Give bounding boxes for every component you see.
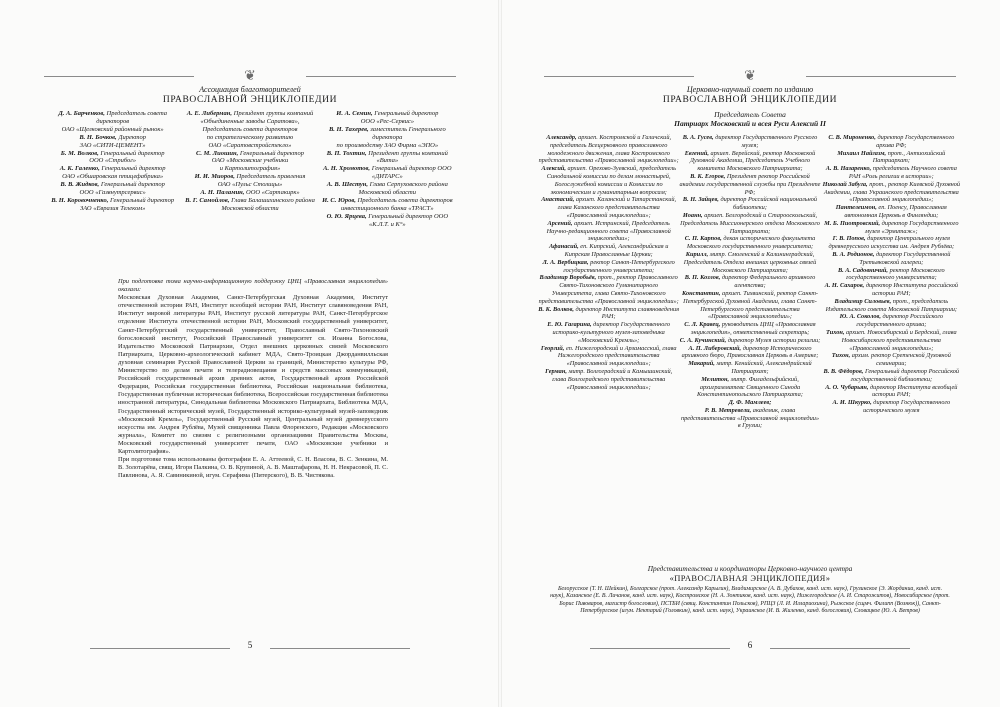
list-item xyxy=(821,181,962,204)
person-position: декан исторического факультета Московского государственного университета; xyxy=(686,235,816,251)
list-item xyxy=(538,259,679,275)
person-position: Глава Серпуховского района xyxy=(369,181,448,189)
person-position: директор Государственного исторического музея xyxy=(863,399,951,414)
list-item xyxy=(821,134,962,150)
person-position: и Картолитография» xyxy=(219,165,281,173)
person-position: еп. Кипрский, Александрийская и Кипрская Православные Церкви; xyxy=(564,243,669,258)
person-position: ЗАО «СИТИ-ЦЕМЕНТ» xyxy=(79,141,146,149)
person-position: Президент группы компаний xyxy=(233,110,314,117)
person-position: Глава Балашихинского района xyxy=(231,196,315,204)
person-position: Генеральный директор xyxy=(374,110,439,117)
person-name: И. А. Семин, xyxy=(336,110,373,117)
person-name: А. Н. Паламин, xyxy=(200,189,245,197)
person-name: Е. Ю. Гагарина, xyxy=(547,321,592,329)
person-name: В. П. Тохтин, xyxy=(326,149,367,157)
list-item xyxy=(821,282,962,298)
list-item xyxy=(44,150,181,158)
list-item xyxy=(538,321,679,344)
person-position: директор Государственного историко-культурного музея-заповедника «Московский Кремль»; xyxy=(552,321,671,344)
person-position: еп. Поенсу, Православная автономная Церковь в Финляндии; xyxy=(844,204,947,219)
person-position: ООО «Рес-Сервис» xyxy=(360,117,414,125)
person-position: прот., ректор Православного Свято-Тихоновского Гуманитарного Университета, глава Свято-Тихоновского представительства «Православной энциклопедии»; xyxy=(538,274,679,305)
person-name: М. Б. Пиотровский, xyxy=(824,219,881,227)
representatives-heading xyxy=(500,564,1000,583)
person-position: Московской области xyxy=(221,204,279,212)
person-name: С. П. Карпов, xyxy=(684,235,722,243)
list-item xyxy=(44,157,181,165)
person-position: ректор Санкт-Петербургского государственного университета; xyxy=(563,258,675,274)
person-name: Б. М. Волков, xyxy=(60,149,99,157)
person-position: директор Государственного архива РФ; xyxy=(876,134,955,149)
list-item xyxy=(821,165,962,181)
person-position: по стратегическому развитию xyxy=(206,133,294,141)
council-chair xyxy=(500,110,1000,128)
person-name: С. А. Кучинский, xyxy=(679,336,727,344)
list-item xyxy=(679,251,820,274)
person-name: В. Н. Тахерев, xyxy=(328,125,369,133)
list-item xyxy=(821,399,962,415)
right-header-line2: ПРАВОСЛАВНОЙ ЭНЦИКЛОПЕДИИ xyxy=(662,95,838,105)
list-item xyxy=(181,118,318,126)
person-position: Генеральный директор Российской государственной библиотеки; xyxy=(850,367,960,383)
person-position: ректор Московского государственного университета; xyxy=(845,266,945,282)
person-position: архиеп. Белгородский и Старооскольский, Председатель Миссионерского отдела Московского Патриархата; xyxy=(680,211,820,235)
person-position: архиеп. Орехово-Зуевский, председатель Синодальной комиссии по делам монастырей, Богослужебной комиссии и Комиссии по экономическим и гуманитарным вопросам; xyxy=(546,165,676,196)
list-item xyxy=(319,165,456,181)
list-item xyxy=(538,196,679,219)
person-position: митр. Волгоградский и Камышинский, глава Волгоградского представительства «Православной энциклопедии»; xyxy=(552,367,673,391)
list-item xyxy=(679,345,820,361)
acknowledgements-text xyxy=(118,278,388,633)
person-name: Евгений, xyxy=(684,149,709,157)
person-position: по производству ЗАО Фирма «ЭПО» xyxy=(336,141,439,149)
list-item xyxy=(821,384,962,400)
left-col-2 xyxy=(181,110,318,260)
person-position: архим. ректор Сретенской Духовной семинарии; xyxy=(851,352,951,368)
person-name: Тихон, xyxy=(831,352,851,360)
list-item xyxy=(538,220,679,243)
person-position: Генеральный директор xyxy=(109,196,175,204)
person-name: А. Е. Либерман, xyxy=(186,110,232,117)
list-item xyxy=(44,197,181,205)
list-item xyxy=(821,220,962,236)
person-name: Георгий, xyxy=(540,344,565,352)
person-position: Генеральный директор xyxy=(100,181,165,189)
list-item xyxy=(679,376,820,399)
ornament-icon: ❦ xyxy=(744,69,756,84)
left-header-title xyxy=(0,84,500,106)
person-name: В. Г. Самойлов, xyxy=(185,196,230,204)
person-position: Генеральный директор xyxy=(101,165,166,173)
left-benefactor-columns xyxy=(44,110,456,260)
person-name: В. Н. Коровочненко, xyxy=(51,196,109,204)
reps-heading-line1: Представительства и координаторы Церковно-научного центра xyxy=(647,564,853,573)
person-name: Ю. А. Соколов, xyxy=(839,313,881,321)
person-position: Президент ректор Российской академии государственной службы при Президенте РФ; xyxy=(679,172,821,196)
person-position: директор Федерального архивного агентства; xyxy=(721,274,816,290)
person-position: Директор xyxy=(118,133,146,141)
person-position: директор Института славяноведения РАН; xyxy=(575,305,680,321)
person-position: ООО «Газвнутрсервис» xyxy=(79,189,146,197)
list-item xyxy=(181,150,318,158)
person-position: академик, глава представительства «Православной энциклопедии» в Грузии; xyxy=(680,406,820,430)
left-col-3 xyxy=(319,110,456,260)
list-item xyxy=(44,173,181,181)
person-position: Председатель совета директоров xyxy=(96,110,167,125)
list-item xyxy=(821,368,962,384)
person-name: О. Ю. Ярцева, xyxy=(326,212,367,220)
person-position: Генеральный директор xyxy=(100,149,165,157)
list-item xyxy=(319,205,456,213)
right-col-1 xyxy=(538,134,679,559)
person-position: руководитель ЦНЦ «Православная энциклопедия», ответственный секретарь; xyxy=(690,321,816,336)
list-item xyxy=(679,290,820,321)
person-position: ОАО «Саратовстройстекло» xyxy=(208,141,292,149)
person-name: Д. А. Барченков, xyxy=(58,110,105,117)
list-item xyxy=(181,126,318,134)
person-position: председатель Научного совета РАН «Роль религии в истории»; xyxy=(848,165,957,180)
person-position: прот., Антиохийский Патриархат; xyxy=(872,149,946,165)
left-header-line2: ПРАВОСЛАВНОЙ ЭНЦИКЛОПЕДИИ xyxy=(162,95,338,105)
list-item xyxy=(679,360,820,376)
person-position: Председатель совета директоров xyxy=(202,125,298,133)
list-item xyxy=(44,110,181,126)
header-rule-right xyxy=(806,76,956,77)
person-name: В. Н. Зайцев, xyxy=(682,196,719,204)
person-position: директор Центрального музея древнерусского искусства им. Андрея Рублёва; xyxy=(828,235,955,251)
list-item xyxy=(538,306,679,322)
person-name: Иоанн, xyxy=(682,211,703,219)
footer-rule-right xyxy=(270,648,410,649)
person-name: В. А. Садовничий, xyxy=(837,266,889,274)
chair-name: Патриарх Московский и всея Руси Алексий II xyxy=(674,119,826,128)
person-name: Мелитон, xyxy=(701,375,730,383)
list-item xyxy=(821,352,962,368)
book-gutter xyxy=(498,0,502,707)
list-item xyxy=(319,118,456,126)
list-item xyxy=(181,197,318,205)
person-name: Константин, xyxy=(681,289,721,297)
header-rule-left xyxy=(544,76,694,77)
person-name: В. П. Козлов, xyxy=(684,274,721,282)
person-position: директор Института всеобщей истории РАН; xyxy=(869,383,958,399)
list-item xyxy=(679,321,820,337)
person-name: Пантелеимон, xyxy=(835,204,877,212)
person-position: Председатель правления xyxy=(236,173,306,181)
person-name: А. П. Либеровский, xyxy=(688,344,742,352)
list-item xyxy=(821,251,962,267)
person-position: заместитель Генерального директора xyxy=(370,125,446,141)
person-name: Тихон, xyxy=(826,328,845,336)
list-item xyxy=(181,181,318,189)
person-name: А. Н. Хромотов, xyxy=(323,165,371,173)
list-item xyxy=(679,196,820,212)
person-position: директор Государственного музея «Эрмитаж»; xyxy=(865,219,959,235)
list-item xyxy=(319,150,456,166)
person-position: архиеп. Казанский и Татарстанский, глава Казанского представительства «Православной энциклопедии»; xyxy=(557,196,677,219)
person-name: Макарий, xyxy=(688,360,715,368)
person-position: архиеп. Истринский, Председатель Научно-редакционного совета «Православной энциклопедии»; xyxy=(546,219,671,243)
header-rule-left xyxy=(44,76,194,77)
person-name: Анастасий, xyxy=(541,196,575,204)
person-name: С. Л. Кравец, xyxy=(684,321,721,329)
list-item xyxy=(679,134,820,150)
list-item xyxy=(319,110,456,118)
list-item xyxy=(679,173,820,196)
person-position: архиеп. Новосибирский и Бердский, глава Новосибирского представительства «Православной энциклопедии»; xyxy=(841,328,957,352)
list-item xyxy=(679,150,820,173)
person-position: «Объединенные заводы Саратова», xyxy=(200,117,300,125)
person-position: Генеральный директор ООО «К.Л.Т. и К°» xyxy=(368,212,449,228)
person-name: А. В. Шестун, xyxy=(326,181,368,189)
list-item xyxy=(679,212,820,235)
person-name: А. К. Галенко, xyxy=(59,165,100,173)
list-item xyxy=(44,181,181,189)
list-item xyxy=(44,142,181,150)
person-name: Николай Забуга, xyxy=(822,180,868,188)
list-item xyxy=(44,189,181,197)
list-item xyxy=(679,399,820,407)
right-page xyxy=(500,0,1000,707)
list-item xyxy=(538,368,679,391)
person-position: митр. Смоленский и Калининградский, Председатель Отдела внешних церковных связей Московского Патриархата; xyxy=(683,250,817,274)
ack-intro: При подготовке тома научно-информационную поддержку ЦНЦ «Православная энциклопедия» оказали: xyxy=(118,278,388,294)
person-position: директор Исторического архивного бюро, Православная Церковь в Америке; xyxy=(681,344,819,360)
person-position: Генеральный директор ООО «ДИТАРС» xyxy=(371,165,452,181)
ornament-icon: ❦ xyxy=(244,69,256,84)
ack-body: Московская Духовная Академия, Санкт-Петербургская Духовная Академия, Институт отечественной истории РАН, Институт всеобщей истории РАН, Институт славяноведения РАН, Институт мировой литературы РАН, Институт русской литературы РАН, Санкт-Петербургское отделение Института отечественной истории РАН, Московский государственный университет, Санкт-Петербургский государственный университет, Православный Свято-Тихоновский богословский институт, Российский Православный университет св. Иоанна Богослова, Издательство Московской Патриархии, Отдел внешних церковных связей Московского Патриархата, Церковно-археологический кабинет МДА, Свято-Троицкая Джорданвилльская духовная семинария Русской Православной Церкви за границей, Министерство культуры РФ, Министерство по делам печати и телерадиовещания и средств массовых коммуникаций, Российский государственный архив древних актов, Государственный архив Российской Федерации, Российская государственная библиотека, Российская национальная библиотека, Государственная публичная историческая библиотека, Всероссийская государственная библиотека иностранной литературы, Синодальная библиотека Московского Патриархата, Библиотека МДА, Государственный исторический музей, Государственный историко-культурный музей-заповедник «Московский Кремль», Государственный Русский музей, Центральный музей древнерусского искусства им. Андрея Рублёва, Музей священника Павла Флоренского, Редакция «Московского журнала», Комитет по связям с религиозными организациями Правительства Москвы, Московский государственный университет печати, ОАО «Московские учебники и Картолитография». xyxy=(118,294,388,455)
list-item xyxy=(319,142,456,150)
person-position: директор Государственной Третьяковской галереи; xyxy=(859,250,951,266)
council-member-columns xyxy=(538,134,962,559)
person-name: А. И. Шкурко, xyxy=(832,399,872,407)
list-item xyxy=(44,165,181,173)
person-name: Герман, xyxy=(545,367,567,375)
list-item xyxy=(319,213,456,229)
person-name: Р. В. Метревели, xyxy=(704,406,752,414)
person-position: Председатель совета директоров xyxy=(357,196,453,204)
person-position: митр. Филадельфийский, архиграмматевс Священного Синода Константинопольского Патриархата; xyxy=(697,375,803,399)
chair-role: Председатель Совета xyxy=(714,110,786,119)
person-name: Д. Ф. Мамлеев; xyxy=(728,399,772,407)
person-position: директор Российского государственного архива; xyxy=(856,313,943,329)
right-col-2 xyxy=(679,134,820,559)
person-position: директор Российской национальной библиотеки; xyxy=(720,196,818,212)
person-name: И. С. Юров, xyxy=(322,196,356,204)
person-name: Михаил Найгазм, xyxy=(837,149,887,157)
person-position: ООО «Стрибог» xyxy=(89,157,137,165)
list-item xyxy=(181,205,318,213)
list-item xyxy=(679,337,820,345)
person-name: А. Н. Сахаров, xyxy=(824,282,865,290)
person-name: Александр, xyxy=(546,134,577,141)
page-number-left: 5 xyxy=(247,640,253,650)
person-name: Кирилл, xyxy=(685,250,709,258)
list-item xyxy=(538,345,679,368)
list-item xyxy=(181,189,318,197)
person-name: Г. В. Попов, xyxy=(832,235,866,243)
person-name: В. К. Егоров, xyxy=(690,172,726,180)
list-item xyxy=(181,142,318,150)
person-position: ОАО «Щелковский районный рынок» xyxy=(61,125,164,133)
person-position: ООО «Сартакирк» xyxy=(246,189,300,197)
list-item xyxy=(821,267,962,283)
person-name: Алексий, xyxy=(541,165,566,173)
list-item xyxy=(44,205,181,213)
list-item xyxy=(181,157,318,165)
representatives-list: Белорусское (Т. Н. Шейкин), Болгарское (прот. Александр Карыгин), Владимирское (А. В. Дубахов, канд. ист. наук), Грузинское (Э. Жорданиа, канд. ист. наук), Казанское (Е. В. Личанов, канд. ист. наук), Костромское (Н. А. Зонтиков, канд. ист. наук), Нижегородское (А. И. Старожитов), Новосибирское (прот. Борис Пивоваров, магистр богословия), ПСТБИ (свящ. Константин Польсков), РПЦЗ (Л. И. Иллариохина), Рыжское (сщмч. Филипп (Вознюк)), Санкт-Петербургское (игум. Нектарий (Головкин), канд. ист. наук), Украинское (И. В. Жиленко, канд. богословия), Словацкое (Ю. А. Ветров) xyxy=(550,586,950,615)
list-item xyxy=(679,274,820,290)
person-position: Московской области xyxy=(358,189,416,197)
person-position: ОАО «Обшаровская птицефабрика» xyxy=(62,173,164,181)
person-position: архиеп. Тихвинский, ректор Санкт-Петербургской Духовной Академии, глава Санкт-Петербургского представительства «Православной энциклопедии»; xyxy=(683,289,818,321)
right-col-3 xyxy=(821,134,962,559)
list-item xyxy=(538,243,679,259)
person-position: директор Института российской истории РАН; xyxy=(865,282,959,297)
list-item xyxy=(181,165,318,173)
list-item xyxy=(538,274,679,305)
person-position: инвестиционного банка «ТРАСТ» xyxy=(340,204,434,212)
person-name: Владимир Воробьёв, xyxy=(539,274,597,282)
list-item xyxy=(181,173,318,181)
list-item xyxy=(821,313,962,329)
list-item xyxy=(44,126,181,134)
list-item xyxy=(538,165,679,196)
person-name: В. В. Фёдоров, xyxy=(823,367,864,375)
list-item xyxy=(679,235,820,251)
person-name: Л. А. Вербицкая, xyxy=(542,258,589,266)
list-item xyxy=(181,110,318,118)
page-number-right: 6 xyxy=(747,640,753,650)
person-name: А. О. Чубарьян, xyxy=(825,383,869,391)
person-name: С. М. Лиошин, xyxy=(196,149,239,157)
list-item xyxy=(821,329,962,352)
person-position: митр. Кенийский, Александрийский Патриархат; xyxy=(716,360,812,375)
right-header-title xyxy=(500,84,1000,106)
footer-rule-right xyxy=(770,648,910,649)
person-name: В. А. Родионов, xyxy=(832,250,875,258)
person-position: архиеп. Верейский, ректор Московской Духовной Академии, Председатель Учебного комитета Московского Патриархата; xyxy=(690,149,816,173)
ack-photos: При подготовке тома использованы фотографии Е. А. Аттеевой, С. Н. Власова, В. С. Зенкина, М. В. Золотарёва, свящ. Игоря Палкина, О. В. Крупиной, А. В. Маштафарова, Н. Н. Некрасовой, П. С. Павлинова, А. Я. Савиникиной, игум. Серафима (Питерского), В. В. Чистякова. xyxy=(118,456,388,480)
person-name: И. И. Миоров, xyxy=(194,173,235,181)
list-item xyxy=(181,134,318,142)
left-col-1 xyxy=(44,110,181,260)
list-item xyxy=(821,150,962,166)
person-name: В. К. Волков, xyxy=(538,305,574,313)
header-rule-right xyxy=(306,76,456,77)
person-position: ОАО «Пульс Столицы» xyxy=(217,181,283,189)
list-item xyxy=(821,235,962,251)
person-name: Арсений, xyxy=(547,219,573,227)
person-name: С. В. Мироненко, xyxy=(828,134,876,141)
list-item xyxy=(319,181,456,189)
list-item xyxy=(319,189,456,197)
footer-rule-left xyxy=(90,648,230,649)
list-item xyxy=(679,407,820,430)
footer-rule-left xyxy=(590,648,730,649)
person-name: В. А. Гусев, xyxy=(682,134,714,141)
person-name: В. В. Жидков, xyxy=(60,181,100,189)
person-position: ОАО «Московские учебники xyxy=(211,157,289,165)
reps-heading-line2: «ПРАВОСЛАВНАЯ ЭНЦИКЛОПЕДИЯ» xyxy=(669,573,831,583)
person-position: директор Государственного Русского музея; xyxy=(715,134,818,149)
list-item xyxy=(821,298,962,314)
list-item xyxy=(538,134,679,165)
person-position: ЗАО «Евразия Телеком» xyxy=(79,204,146,212)
list-item xyxy=(319,197,456,205)
person-position: еп. Нижегородский и Арзамасский, глава Нижегородского представительства «Православной энциклопедии»; xyxy=(557,344,677,368)
list-item xyxy=(319,126,456,142)
person-position: прот., председатель Издательского совета Московской Патриархии; xyxy=(825,297,957,313)
person-position: директор Музея истории религии; xyxy=(727,336,821,344)
person-name: А. В. Назаренко, xyxy=(825,165,872,173)
person-name: Афанасий, xyxy=(548,243,579,251)
list-item xyxy=(821,204,962,220)
left-header-line1: Ассоциация благотворителей xyxy=(199,85,301,94)
person-name: В. Н. Бочков, xyxy=(79,133,117,141)
person-position: архиеп. Костромской и Галичский, председатель Всецерковного православного молодежного движения, глава Костромского представительства «Православной энциклопедии»; xyxy=(538,134,679,165)
person-position: прот., ректор Киевской Духовной Академии, глава Украинского представительства «Православной энциклопедии»; xyxy=(823,180,961,204)
person-position: Президент группы компаний «Вита» xyxy=(368,149,448,165)
right-header-line1: Церковно-научный совет по изданию xyxy=(686,85,814,94)
person-position: Генеральный директор xyxy=(239,149,304,157)
person-name: Владимир Силовьев, xyxy=(834,297,892,305)
list-item xyxy=(44,134,181,142)
